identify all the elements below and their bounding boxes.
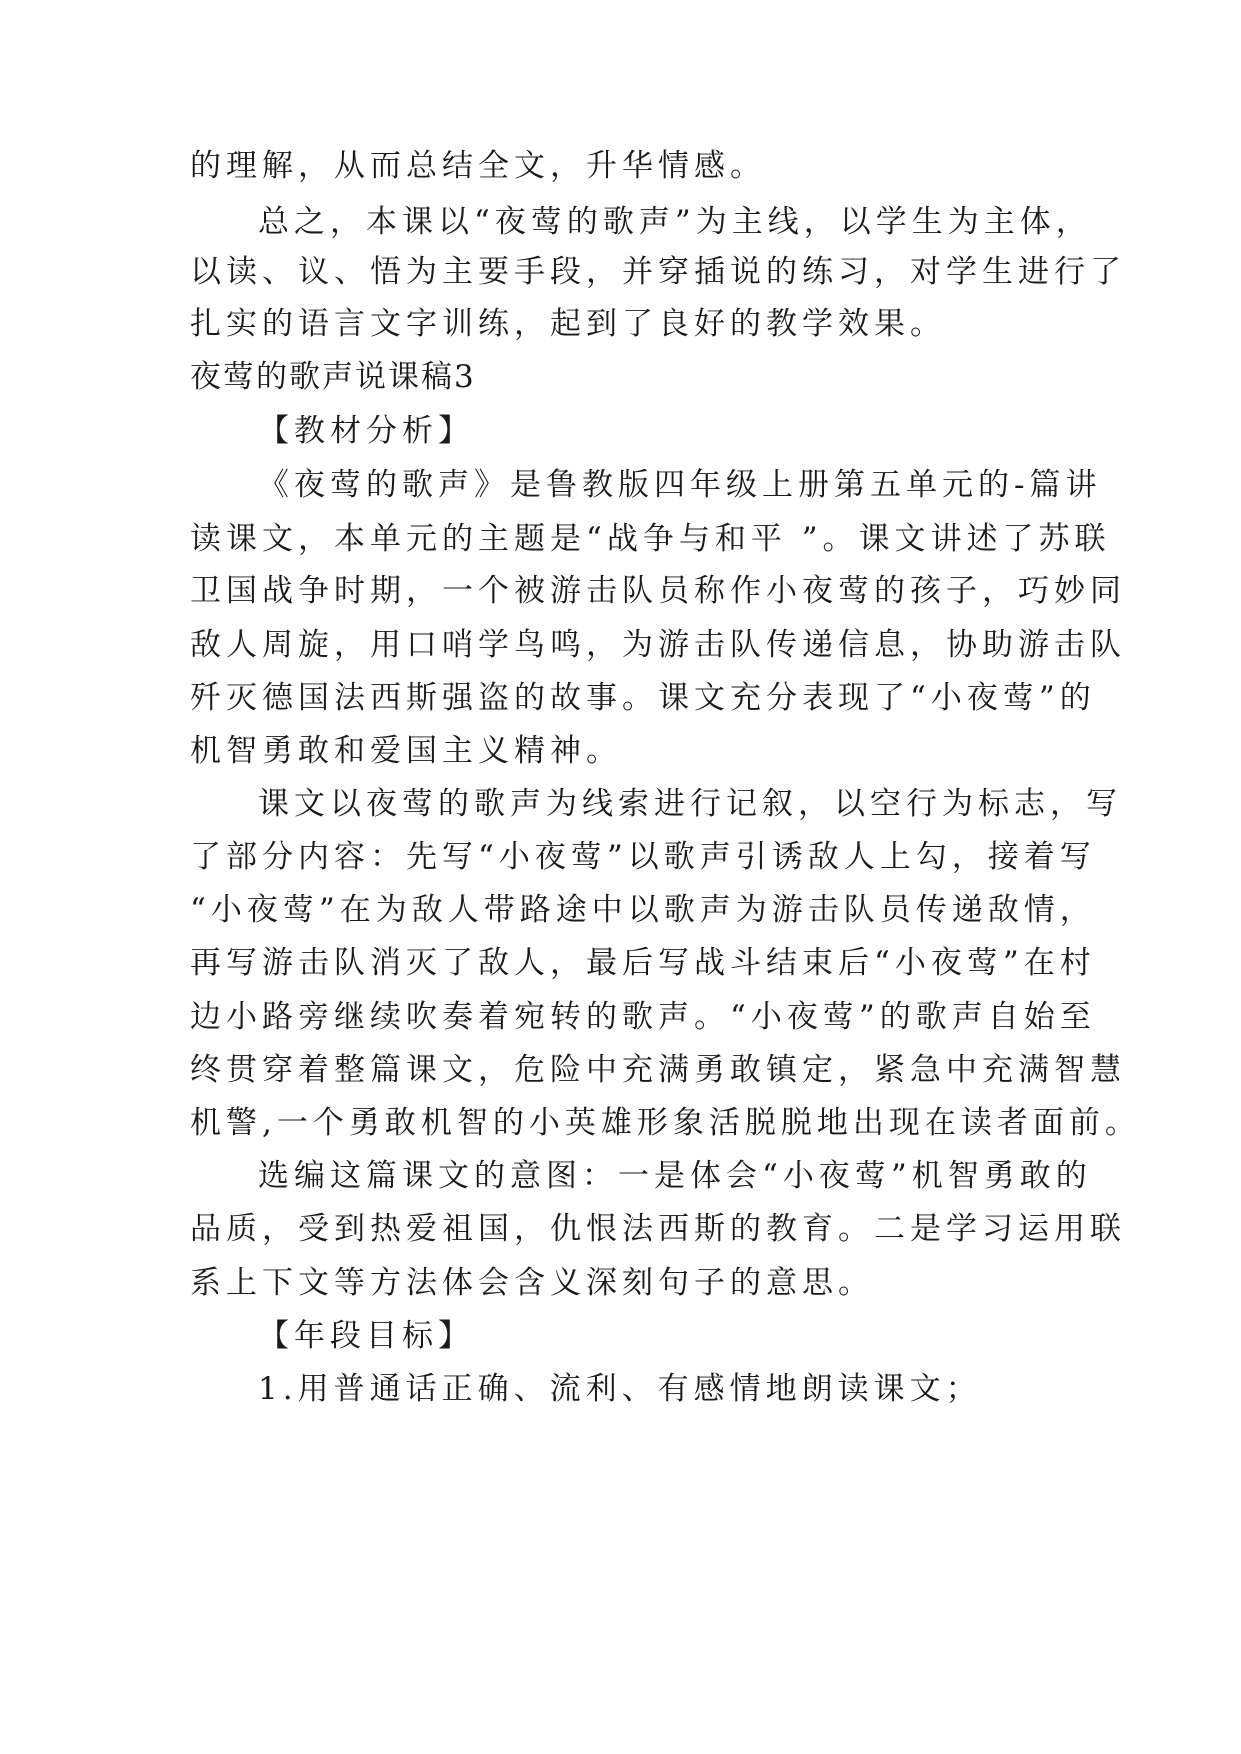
text-line: 了部分内容：先写“小夜莺”以歌声引诱敌人上勾，接着写 <box>190 839 1096 875</box>
text-line: 卫国战争时期，一个被游击队员称作小夜莺的孩子，巧妙同 <box>190 573 1126 609</box>
text-line: 边小路旁继续吹奏着宛转的歌声。“小夜莺”的歌声自始至 <box>190 999 1096 1035</box>
text-line: “小夜莺”在为敌人带路途中以歌声为游击队员传递敌情， <box>190 892 1096 928</box>
text-line: 敌人周旋，用口哨学鸟鸣，为游击队传递信息，协助游击队 <box>190 627 1126 663</box>
text-line: 再写游击队消灭了敌人，最后写战斗结束后“小夜莺”在村 <box>190 945 1096 981</box>
list-item: 1.用普通话正确、流利、有感情地朗读课文； <box>258 1371 982 1407</box>
text-line: 品质，受到热爱祖国，仇恨法西斯的教育。二是学习运用联 <box>190 1211 1126 1247</box>
section-heading: 【年段目标】 <box>258 1318 474 1354</box>
text-line: 的理解，从而总结全文，升华情感。 <box>190 148 766 184</box>
text-line: 机警,一个勇敢机智的小英雄形象活脱脱地出现在读者面前。 <box>190 1105 1141 1141</box>
text-line: 终贯穿着整篇课文，危险中充满勇敢镇定，紧急中充满智慧 <box>190 1052 1126 1088</box>
text-line: 歼灭德国法西斯强盗的故事。课文充分表现了“小夜莺”的 <box>190 680 1096 716</box>
text-line: 课文以夜莺的歌声为线索进行记叙，以空行为标志，写 <box>258 786 1122 822</box>
text-line: 《夜莺的歌声》是鲁教版四年级上册第五单元的-篇讲 <box>258 467 1102 503</box>
section-heading: 【教材分析】 <box>258 413 474 449</box>
text-line: 总之，本课以“夜莺的歌声”为主线，以学生为主体， <box>258 204 1092 240</box>
text-line: 机智勇敢和爱国主义精神。 <box>190 733 622 769</box>
text-line: 扎实的语言文字训练，起到了良好的教学效果。 <box>190 306 946 342</box>
text-line: 选编这篇课文的意图：一是体会“小夜莺”机智勇敢的 <box>258 1158 1092 1194</box>
section-title: 夜莺的歌声说课稿3 <box>190 359 476 395</box>
text-line: 系上下文等方法体会含义深刻句子的意思。 <box>190 1265 874 1301</box>
text-line: 以读、议、悟为主要手段，并穿插说的练习，对学生进行了 <box>190 254 1126 290</box>
text-line: 读课文，本单元的主题是“战争与和平 ”。课文讲述了苏联 <box>190 521 1111 557</box>
